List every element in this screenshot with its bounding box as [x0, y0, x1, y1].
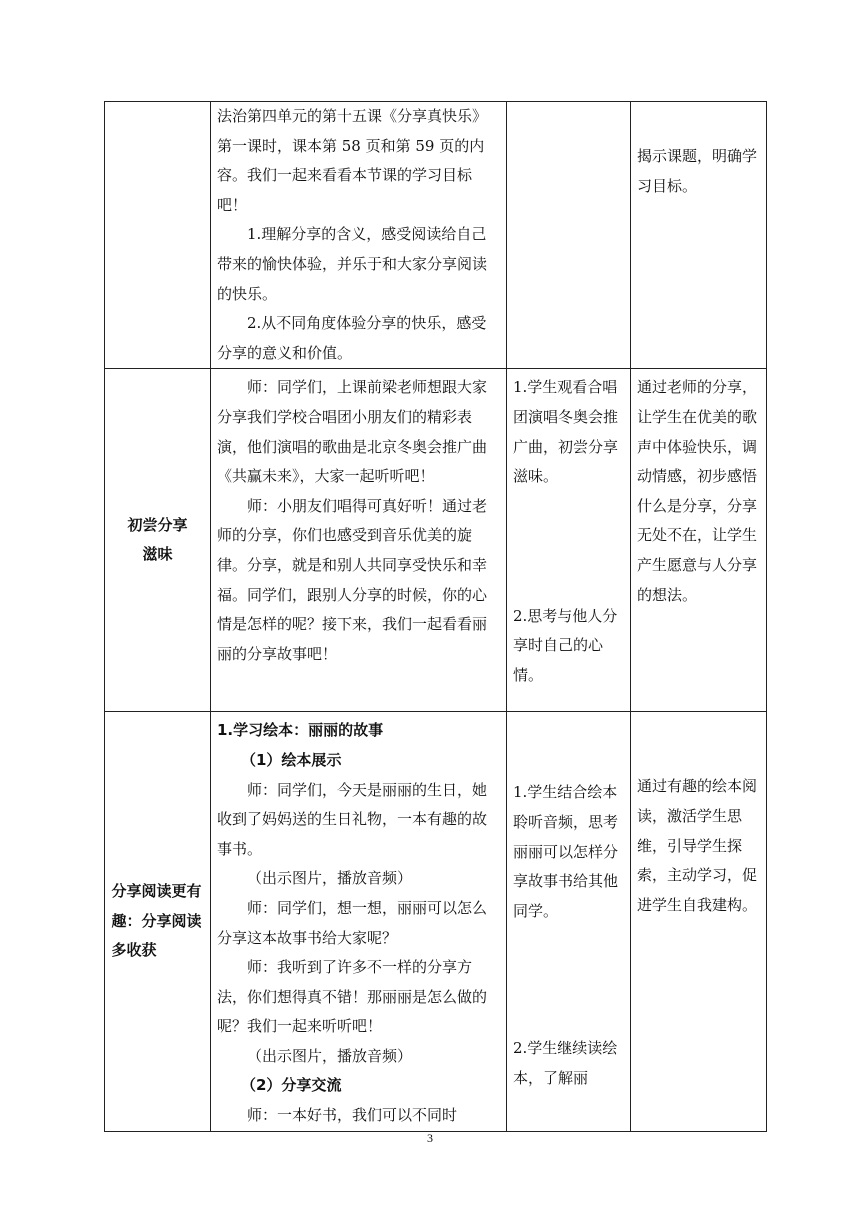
teacher-paragraph: 师：同学们，想一想，丽丽可以怎么分享这本故事书给大家呢？: [217, 898, 488, 947]
teacher-paragraph: （出示图片，播放音频）: [247, 1046, 413, 1065]
subsection-heading: （1）绘本展示: [241, 750, 342, 769]
stage-label: 初尝分享滋味: [127, 515, 188, 564]
stage-label: 分享阅读更有趣：分享阅读多收获: [111, 882, 202, 960]
teacher-paragraph: 师：同学们，上课前梁老师想跟大家分享我们学校合唱团小朋友们的精彩表演，他们演唱的歌曲是北京冬奥会推广曲《共赢未来》，大家一起听听吧！: [217, 378, 488, 486]
design-purpose-cell: [631, 712, 767, 1131]
purpose-text: 通过老师的分享，让学生在优美的歌声中体验快乐，调动情感，初步感悟什么是分享，分享无处不在，让学生产生愿意与人分享的想法。: [637, 378, 758, 604]
page-number: 3: [427, 1131, 433, 1145]
student-activity-cell: [507, 369, 631, 712]
section-heading: 1.学习绘本：丽丽的故事: [217, 721, 384, 740]
teacher-paragraph: 师：小朋友们唱得可真好听！通过老师的分享，你们也感受到音乐优美的旋律。分享，就是和别人共同享受快乐和幸福。同学们，跟别人分享的时候，你的心情是怎样的呢？接下来，我们一起看看丽丽的分享故事吧！: [217, 496, 488, 663]
purpose-text: 通过有趣的绘本阅读，激活学生思维，引导学生探索，主动学习，促进学生自我建构。: [637, 777, 758, 914]
student-paragraph: 2.学生继续读绘本，了解丽: [513, 1039, 618, 1087]
teacher-paragraph: 师：一本好书，我们可以不同时: [247, 1106, 458, 1125]
stage-cell: [105, 369, 211, 712]
table-row: [105, 102, 767, 369]
teacher-paragraph: 师：我听到了许多不一样的分享方法，你们想得真不错！那丽丽是怎么做的呢？我们一起来听听吧！: [217, 958, 488, 1036]
teacher-paragraph: （出示图片，播放音频）: [247, 869, 413, 888]
teacher-activity-cell: [211, 102, 507, 369]
student-paragraph: 1.学生结合绘本聆听音频，思考丽丽可以怎样分享故事书给其他同学。: [513, 783, 619, 920]
lesson-plan-table: [104, 101, 767, 1132]
student-activity-cell: [507, 102, 631, 369]
table-row: [105, 369, 767, 712]
table-row: [105, 712, 767, 1131]
design-purpose-cell: [631, 369, 767, 712]
purpose-text: 揭示课题，明确学习目标。: [637, 147, 758, 195]
student-paragraph: 2.思考与他人分享时自己的心情。: [513, 606, 618, 684]
design-purpose-cell: [631, 102, 767, 369]
stage-cell: [105, 712, 211, 1131]
teacher-paragraph: 法治第四单元的第十五课《分享真快乐》第一课时，课本第 58 页和第 59 页的内容。我们一起来看看本节课的学习目标吧！: [217, 107, 488, 214]
teacher-paragraph: 师：同学们，今天是丽丽的生日，她收到了妈妈送的生日礼物，一本有趣的故事书。: [217, 780, 488, 858]
student-paragraph: 1.学生观看合唱团演唱冬奥会推广曲，初尝分享滋味。: [513, 378, 619, 486]
subsection-heading: （2）分享交流: [241, 1076, 342, 1095]
stage-cell: [105, 102, 211, 369]
teacher-activity-cell: [211, 712, 507, 1131]
student-activity-cell: [507, 712, 631, 1131]
teacher-paragraph: 1.理解分享的含义，感受阅读给自己带来的愉快体验，并乐于和大家分享阅读的快乐。: [217, 225, 488, 303]
teacher-paragraph: 2.从不同角度体验分享的快乐，感受分享的意义和价值。: [217, 314, 487, 362]
teacher-activity-cell: [211, 369, 507, 712]
